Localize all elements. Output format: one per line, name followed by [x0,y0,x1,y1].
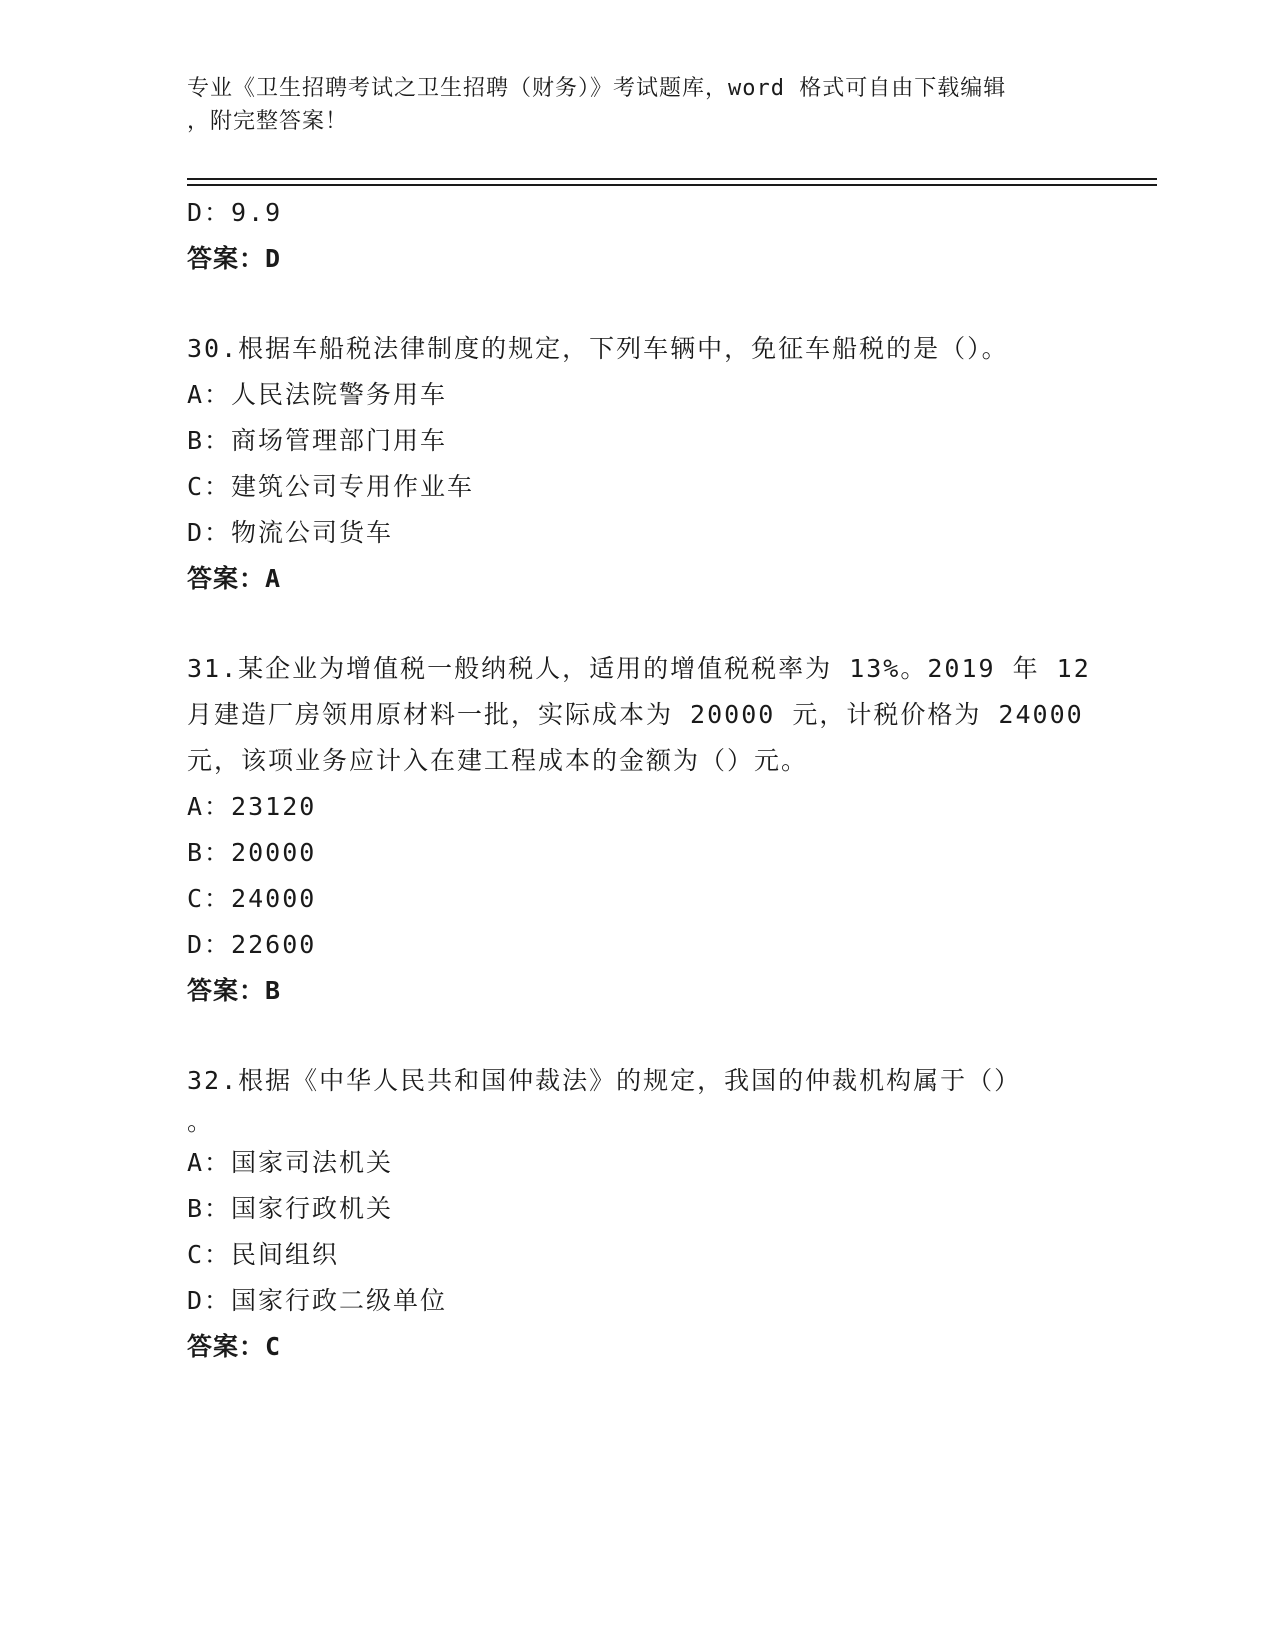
question-content [187,190,1091,1370]
header-line-1: 专业《卫生招聘考试之卫生招聘（财务）》考试题库，word 格式可自由下载编辑 [187,76,1007,101]
question-32-option-b: B：国家行政机关 [187,1194,394,1223]
question-30-stem: 30.根据车船税法律制度的规定，下列车辆中，免征车船税的是（）。 [187,334,1009,363]
question-32 [187,1058,1087,1370]
question-31-stem-line-3: 元，该项业务应计入在建工程成本的金额为（）元。 [187,746,809,775]
question-31-answer: 答案：B [187,976,282,1005]
header-divider-bottom [187,184,1157,186]
question-32-option-a: A：国家司法机关 [187,1148,394,1177]
document-header [187,72,1067,138]
question-32-answer: 答案：C [187,1332,282,1361]
question-31-option-c: C：24000 [187,884,317,913]
question-31-option-b: B：20000 [187,838,317,867]
prev-answer: 答案：D [187,244,282,273]
question-31-stem-line-1: 31.某企业为增值税一般纳税人，适用的增值税税率为 13%。2019 年 12 [187,654,1091,683]
question-30-option-c: C：建筑公司专用作业车 [187,472,475,501]
question-31-option-a: A：23120 [187,792,317,821]
question-30 [187,326,1087,602]
question-32-stem-line-2: 。 [187,1107,215,1136]
question-30-option-b: B：商场管理部门用车 [187,426,448,455]
question-31 [187,646,1091,1014]
question-32-stem-line-1: 32.根据《中华人民共和国仲裁法》的规定，我国的仲裁机构属于（） [187,1066,1022,1095]
question-31-stem-line-2: 月建造厂房领用原材料一批，实际成本为 20000 元，计税价格为 24000 [187,700,1084,729]
question-31-option-d: D：22600 [187,930,317,959]
prev-option-d: D：9.9 [187,198,283,227]
question-32-option-d: D：国家行政二级单位 [187,1286,448,1315]
header-line-2: ，附完整答案！ [187,109,349,134]
question-30-option-a: A：人民法院警务用车 [187,380,448,409]
question-30-option-d: D：物流公司货车 [187,518,394,547]
question-32-option-c: C：民间组织 [187,1240,340,1269]
question-30-answer: 答案：A [187,564,282,593]
header-divider-top [187,178,1157,180]
